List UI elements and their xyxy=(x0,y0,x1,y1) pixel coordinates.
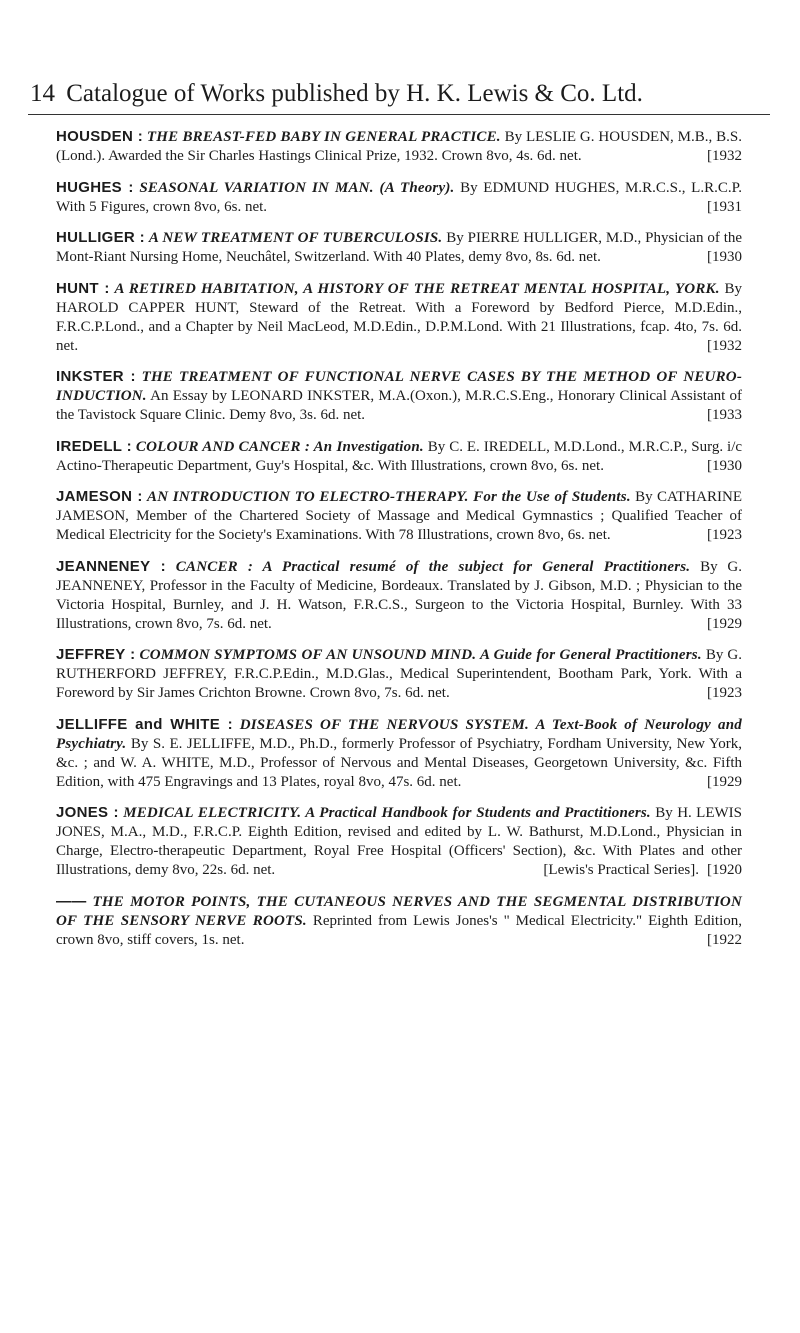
entry-details: By G. JEANNENEY, Professor in the Faculty of Medicine, Bordeaux. Translated by J. Gibson, M.D. ; Physician to the Victoria Hospital, Burnley, and J. H. Watson, F.R.C.S., Surgeon to the Victoria Hospital, Burnley. With 33 Illustrations, crown 8vo, 7s. 6d. net. xyxy=(56,558,742,632)
running-title: Catalogue of Works published by H. K. Lewis & Co. Ltd. xyxy=(66,80,643,107)
entry-title: MEDICAL ELECTRICITY. A Practical Handbook for Students and Practitioners. xyxy=(123,805,651,821)
entry-details: By G. RUTHERFORD JEFFREY, F.R.C.P.Edin., M.D.Glas., Medical Superintendent, Bootham Park, York. With a Foreword by Sir James Crichton Browne. Crown 8vo, 7s. 6d. net. xyxy=(56,647,743,701)
entry-title: SEASONAL VARIATION IN MAN. (A Theory). xyxy=(139,179,455,196)
entry-title: COMMON SYMPTOMS OF AN UNSOUND MIND. A Guide for General Practitioners. xyxy=(139,647,702,663)
catalogue-entry xyxy=(56,803,742,880)
entry-title: DISEASES OF THE NERVOUS SYSTEM. A Text-Book of Neurology and Psychiatry. xyxy=(56,716,742,752)
entry-author: JEFFREY : xyxy=(56,646,136,663)
catalogue-entry xyxy=(56,715,742,792)
entry-year: [1932 xyxy=(707,148,742,164)
entry-details: By LESLIE G. HOUSDEN, M.B., B.S.(Lond.). Awarded the Sir Charles Hastings Clinical Prize, 1932. Crown 8vo, 4s. 6d. net. xyxy=(56,129,743,164)
entry-title: A NEW TREATMENT OF TUBERCULOSIS. xyxy=(148,230,443,246)
entry-details: An Essay by LEONARD INKSTER, M.A.(Oxon.), M.R.C.S.Eng., Honorary Clinical Assistant of the Tavistock Square Clinic. Demy 8vo, 3s. 6d. net. xyxy=(56,388,742,423)
entry-author: HULLIGER : xyxy=(56,229,145,246)
entry-author: IREDELL : xyxy=(56,437,132,455)
entry-details: By EDMUND HUGHES, M.R.C.S., L.R.C.P. With 5 Figures, crown 8vo, 6s. net. xyxy=(56,179,743,215)
catalogue-entry xyxy=(56,279,742,356)
catalogue-entry xyxy=(56,487,742,545)
entry-year: [1929 xyxy=(707,773,742,790)
entry-year: [1930 xyxy=(707,249,742,265)
entry-year: [1923 xyxy=(707,685,742,701)
entry-author: JEANNENEY : xyxy=(56,557,166,575)
catalogue-entry xyxy=(56,892,742,950)
entry-year: [1931 xyxy=(707,198,742,215)
entry-title: THE BREAST-FED BABY IN GENERAL PRACTICE. xyxy=(146,129,501,145)
entry-details: By PIERRE HULLIGER, M.D., Physician of the Mont-Riant Nursing Home, Neuchâtel, Switzerland. With 40 Plates, demy 8vo, 8s. 6d. net. xyxy=(56,230,743,265)
entry-series: [Lewis's Practical Series]. xyxy=(543,862,699,878)
page-number: 14 xyxy=(30,80,55,107)
entry-details: By C. E. IREDELL, M.D.Lond., M.R.C.P., Surg. i/c Actino-Therapeutic Department, Guy's Hospital, &c. With Illustrations, crown 8vo, 6s. net. xyxy=(56,438,743,474)
catalogue-entry xyxy=(56,367,742,425)
entry-year: [1932 xyxy=(707,337,742,354)
entry-author: HUNT : xyxy=(56,279,110,297)
entry-author: INKSTER : xyxy=(56,368,136,385)
entry-details: Reprinted from Lewis Jones's " Medical Electricity." Eighth Edition, crown 8vo, stiff covers, 1s. net. xyxy=(56,912,742,948)
entry-details: By H. LEWIS JONES, M.A., M.D., F.R.C.P. Eighth Edition, revised and edited by L. W. Bathurst, M.D.Lond., Physician in Charge, Electro-therapeutic Department, Royal Free Hospital (Officers' Section), &c. With Plates and other Illustrations, demy 8vo, 22s. 6d. net. xyxy=(56,805,742,878)
entry-title: COLOUR AND CANCER : An Investigation. xyxy=(135,438,424,455)
entry-year: [1923 xyxy=(707,527,742,543)
entry-author: HOUSDEN : xyxy=(56,128,144,145)
entry-year: [1929 xyxy=(707,615,742,632)
catalogue-entry xyxy=(56,557,742,634)
page-header xyxy=(30,80,770,108)
entry-details: By S. E. JELLIFFE, M.D., Ph.D., formerly Professor of Psychiatry, Fordham University, New York, &c. ; and W. A. WHITE, M.D., Professor of Nervous and Mental Diseases, Georgetown University, &c. Fifth Edition, with 475 Engravings and 13 Plates, royal 8vo, 47s. 6d. net. xyxy=(56,735,742,790)
entry-details: By CATHARINE JAMESON, Member of the Chartered Society of Massage and Medical Gymnastics ; Qualified Teacher of Medical Electricity for the Society's Examinations. With 78 Illustrations, crown 8vo, 6s. net. xyxy=(56,489,743,543)
catalogue-entry xyxy=(56,437,742,476)
catalogue-entry xyxy=(56,228,742,267)
entry-details: By HAROLD CAPPER HUNT, Steward of the Retreat. With a Foreword by Bedford Pierce, M.D.Edin., F.R.C.P.Lond., and a Chapter by Neil MacLeod, M.D.Edin., D.P.M.Lond. With 21 Illustrations, fcap. 4to, 7s. 6d. net. xyxy=(56,280,743,354)
entry-title: CANCER : A Practical resumé of the subject for General Practitioners. xyxy=(175,558,691,575)
entry-year: [1933 xyxy=(707,407,742,423)
entry-title: A RETIRED HABITATION, A HISTORY OF THE RETREAT MENTAL HOSPITAL, YORK. xyxy=(114,280,720,297)
entry-author: HUGHES : xyxy=(56,178,134,196)
entry-title: AN INTRODUCTION TO ELECTRO-THERAPY. For the Use of Students. xyxy=(147,489,631,505)
entry-author: JONES : xyxy=(56,804,119,821)
entry-author: JELLIFFE and WHITE : xyxy=(56,715,233,733)
entry-year: [1922 xyxy=(707,931,742,948)
entry-author: JAMESON : xyxy=(56,488,143,505)
entry-ditto-dash: —— xyxy=(56,892,87,910)
entry-title: THE MOTOR POINTS, THE CUTANEOUS NERVES AND THE SEGMENTAL DISTRIBUTION OF THE SENSORY NERVE ROOTS. xyxy=(56,893,742,929)
entry-year: [1930 xyxy=(707,457,742,474)
entry-year: [1920 xyxy=(707,862,742,878)
entry-title: THE TREATMENT OF FUNCTIONAL NERVE CASES BY THE METHOD OF NEURO-INDUCTION. xyxy=(56,369,743,404)
catalogue-entry xyxy=(56,178,742,217)
catalogue-entries xyxy=(56,127,742,961)
header-rule xyxy=(28,114,770,115)
catalogue-entry xyxy=(56,645,742,703)
catalogue-entry xyxy=(56,127,742,166)
